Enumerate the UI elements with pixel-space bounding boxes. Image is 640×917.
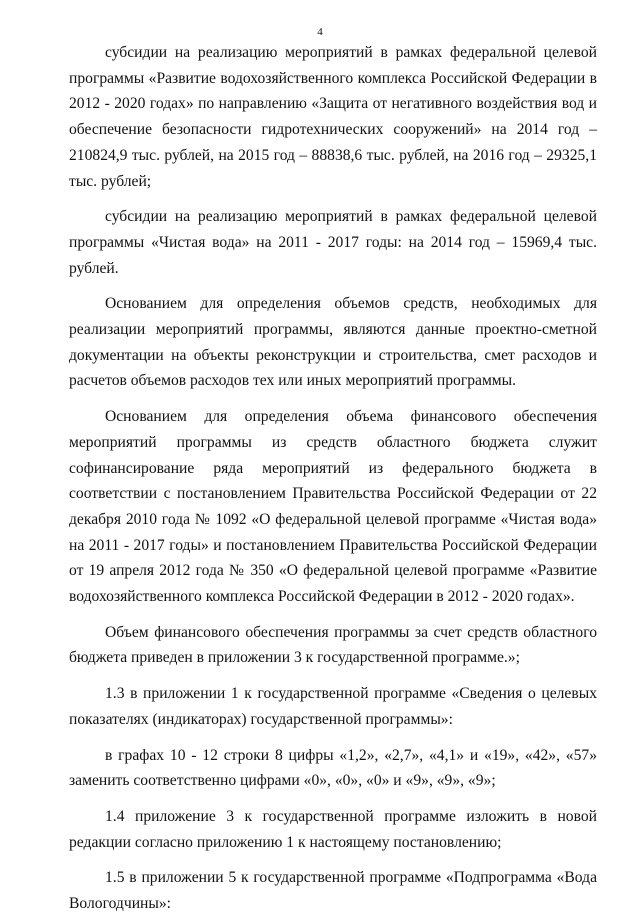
paragraph-subsidies-water-complex: субсидии на реализацию мероприятий в рамках федеральной целевой программы «Развитие водохозяйственного комплекса Российской Федерации в 2012 - 2020 годах» по направлению «Защита от негативного воздействия вод и обеспечение безопасности гидротехнических сооружений» на 2014 год – 210824,9 тыс. рублей, на 2015 год – 88838,6 тыс. рублей, на 2016 год – 29325,1 тыс. рублей;: [69, 44, 597, 190]
page-number: 4: [317, 26, 323, 38]
paragraph-item-1-5: 1.5 в приложении 5 к государственной программе «Подпрограмма «Вода Вологодчины»:: [69, 869, 597, 913]
document-body: [69, 40, 597, 917]
paragraph-basis-regional-budget: Основанием для определения объема финансового обеспечения мероприятий программы из средств областного бюджета служит софинансирование ряда мероприятий из федерального бюджета в соответствии с постановлением Правительства Российской Федерации от 22 декабря 2010 года № 1092 «О федеральной целевой программе «Чистая вода» на 2011 - 2017 годы» и постановлением Правительства Российской Федерации от 19 апреля 2012 года № 350 «О федеральной целевой программе «Развитие водохозяйственного комплекса Российской Федерации в 2012 - 2020 годах».: [69, 408, 597, 606]
paragraph-funding-volume-appendix: Объем финансового обеспечения программы за счет средств областного бюджета приведен в приложении 3 к государственной программе.»;: [69, 623, 597, 667]
paragraph-item-1-3: 1.3 в приложении 1 к государственной программе «Сведения о целевых показателях (индикаторах) государственной программы»:: [69, 685, 597, 728]
paragraph-subsidies-clean-water: субсидии на реализацию мероприятий в рамках федеральной целевой программы «Чистая вода» на 2011 - 2017 годы: на 2014 год – 15969,4 тыс. рублей.: [69, 208, 597, 277]
paragraph-item-1-4: 1.4 приложение 3 к государственной программе изложить в новой редакции согласно приложению 1 к настоящему постановлению;: [69, 807, 597, 851]
paragraph-basis-funding-volumes: Основанием для определения объемов средств, необходимых для реализации мероприятий программы, являются данные проектно-сметной документации на объекты реконструкции и строительства, смет расходов и расчетов объемов расходов тех или иных мероприятий программы.: [69, 295, 597, 390]
paragraph-replace-figures: в графах 10 - 12 строки 8 цифры «1,2», «2,7», «4,1» и «19», «42», «57» заменить соответственно цифрами «0», «0», «0» и «9», «9», «9»;: [69, 746, 597, 790]
